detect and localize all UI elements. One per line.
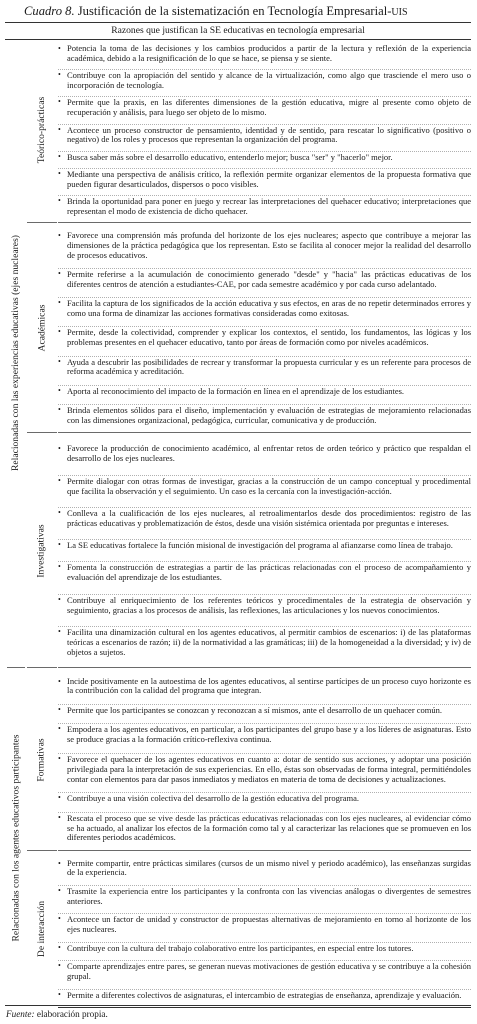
list-item: • Permite que los participantes se conozcan y reconozcan a sí mismos, ante el desarrollo de un quehacer común.	[58, 704, 471, 716]
list-item: • Acontece un proceso constructor de pensamiento, identidad y de sentido, para rescatar lo significativo (positivo o negativo) de los roles y procesos que representan la organización del programa.	[58, 124, 471, 145]
list-item: • Trasmite la experiencia entre los participantes y la confronta con las vivencias análogas o divergentes de semestres anteriores.	[58, 885, 471, 906]
list-item: • Permite, desde la colectividad, comprender y explicar los contextos, el sentido, los fundamentos, las lógicas y los problemas presentes en el quehacer educativo, tanto por áreas de formación como por niveles académicos.	[58, 327, 471, 348]
bullet-list	[58, 224, 471, 433]
bullet-list	[58, 434, 471, 668]
list-item: • Conlleva a la cualificación de los ejes nucleares, al retroalimentarlos desde dos procedimientos: registro de las prácticas educativas y problematización de éstos, desde una visión sistémica orientada por preguntas e intereses.	[58, 507, 471, 528]
list-item: • Permite referirse a la acumulación de conocimiento generado "desde" y "hacia" las prácticas educativas de los diferentes centros de atención a estudiantes-CAE, por cada semestre académico y por cada curso adelantado.	[58, 269, 471, 290]
section-investigativas	[58, 432, 471, 668]
bullet-icon: •	[58, 298, 61, 308]
section-label-interaccion-text: De interacción	[36, 900, 48, 958]
list-item: • Aporta al reconocimiento del impacto de la formación en línea en el aprendizaje de los estudiantes.	[58, 385, 471, 397]
caption-suffix: UIS	[391, 7, 408, 18]
bullet-icon: •	[58, 858, 61, 868]
bullet-icon: •	[58, 676, 61, 686]
bullet-icon: •	[58, 562, 61, 572]
list-item: • Mediante una perspectiva de análisis crítico, la reflexión permite organizar elementos de la propuesta formativa que pueden figurar desarticulados, dispersos o poco visibles.	[58, 168, 471, 189]
group-label-agentes	[7, 667, 25, 1007]
list-item: • Permite dialogar con otras formas de investigar, gracias a la construcción de un campo conceptual y procedimental que facilita la observación y el seguimiento. Un caso es la cercanía con la investigación-acción.	[58, 475, 471, 496]
group-label-experiencias-text: Relacionadas con las experiencias educativas (ejes nucleares)	[10, 234, 21, 471]
group-label-agentes-text: Relacionadas con los agentes educativos participantes	[10, 734, 21, 941]
bullet-icon: •	[58, 44, 61, 54]
section-interaccion	[58, 850, 471, 1008]
list-item: • Permite a diferentes colectivos de asignaturas, el intercambio de estrategias de enseñanza, aprendizaje y evaluación.	[58, 989, 471, 1001]
bullet-icon: •	[58, 885, 61, 895]
group-label-experiencias	[7, 38, 25, 667]
section-label-teorico-practicas	[27, 38, 57, 222]
bullet-icon: •	[58, 231, 61, 241]
section-label-interaccion	[27, 850, 57, 1007]
bullet-icon: •	[58, 793, 61, 803]
section-label-formativas-text: Formativas	[36, 737, 48, 782]
bullet-icon: •	[58, 356, 61, 366]
section-label-teorico-practicas-text: Teórico-prácticas	[36, 96, 48, 164]
bullet-icon: •	[58, 151, 61, 161]
list-item: • Contribuye con la cultura del trabajo colaborativo entre los participantes, en especial entre los tutores.	[58, 942, 471, 954]
bullet-icon: •	[58, 124, 61, 134]
section-label-academicas-text: Académicas	[36, 304, 48, 352]
bullet-icon: •	[58, 168, 61, 178]
bullet-list	[58, 852, 471, 1007]
list-item: • Contribuye a una visión colectiva del desarrollo de la gestión educativa del programa.	[58, 792, 471, 804]
source-text: elaboración propia.	[36, 1009, 108, 1019]
bullet-icon: •	[58, 540, 61, 550]
section-academicas	[58, 222, 471, 433]
list-item: • Contribuye con la apropiación del sentido y alcance de la virtualización, como algo que trasciende el mero uso o incorporación de tecnología.	[58, 70, 471, 91]
list-item: • Favorece una comprensión más profunda del horizonte de los ejes nucleares; aspecto que contribuye a mejorar las dimensiones de la práctica pedagógica que los representan. Esto se facilita al conocer mejor la realidad del desarrollo de procesos educativos.	[58, 230, 471, 261]
list-item: • Permite compartir, entre prácticas similares (cursos de un mismo nivel y periodo académico), las enseñanzas surgidas de la experiencia.	[58, 857, 471, 878]
bullet-icon: •	[58, 327, 61, 337]
bullet-icon: •	[58, 70, 61, 80]
list-item: • Contribuye al enriquecimiento de los referentes teóricos y procedimentales de la estrategia de observación y seguimiento, gracias a los procesos de análisis, las reflexiones, las articulaciones y los nuevos conocimientos.	[58, 594, 471, 615]
list-item: • Comparte aprendizajes entre pares, se generan nuevas motivaciones de gestión educativa y se contribuye a la cohesión grupal.	[58, 961, 471, 982]
list-item: • Brinda elementos sólidos para el diseño, implementación y evaluación de estrategias de mejoramiento relacionadas con las dimensiones organizacional, pedagógica, curricular, comunicativa y de producción.	[58, 404, 471, 425]
bullet-icon: •	[58, 404, 61, 414]
caption-title: Justificación de la sistematización en Tecnología Empresarial-	[77, 4, 392, 18]
bullet-list	[58, 669, 471, 851]
section-label-formativas	[27, 667, 57, 851]
list-item: • Favorece la producción de conocimiento académico, al enfrentar retos de orden teórico y práctico que respaldan el desarrollo de los ejes nucleares.	[58, 443, 471, 464]
bullet-icon: •	[58, 195, 61, 205]
bullet-icon: •	[58, 942, 61, 952]
bullet-icon: •	[58, 626, 61, 636]
bullet-list	[58, 39, 471, 222]
bullet-icon: •	[58, 704, 61, 714]
table-bottom-rule	[5, 1005, 471, 1006]
list-item: • Favorece el quehacer de los agentes educativos en cuanto a: dotar de sentido sus acciones, y adoptar una posición privilegiada para la interpretación de sus experiencias. En ello, éstas son observadas de forma integral, permitiéndoles contar con elementos para dar pasos inmediatos y mediatos en materia de toma de decisiones y actualizaciones.	[58, 753, 471, 784]
list-item: • Rescata el proceso que se vive desde las prácticas educativas relacionadas con los ejes nucleares, al evidenciar cómo se ha actuado, al analizar los efectos de la formación como tal y al caracterizar las relaciones que se promueven en los diferentes periodos académicos.	[58, 812, 471, 843]
justification-table	[5, 22, 471, 1006]
list-item: • Facilita una dinamización cultural en los agentes educativos, al permitir cambios de escenarios: i) de las plataformas teóricas a escenarios de razón; ii) de la normatividad a las gramáticas; iii) de la homogeneidad a la diversidad; y iv) de objetos a sujetos.	[58, 626, 471, 657]
section-label-investigativas-text: Investigativas	[36, 523, 48, 578]
list-item: • Busca saber más sobre el desarrollo educativo, entenderlo mejor; busca "ser" y "hacerlo" mejor.	[58, 151, 471, 163]
list-item: • Ayuda a descubrir las posibilidades de recrear y transformar la propuesta curricular y es un referente para procesos de reforma académica y acreditación.	[58, 356, 471, 377]
source-label: Fuente:	[6, 1009, 35, 1019]
list-item: • La SE educativas fortalece la función misional de investigación del programa al afianzarse como línea de trabajo.	[58, 539, 471, 551]
bullet-icon: •	[58, 475, 61, 485]
bullet-icon: •	[58, 507, 61, 517]
bullet-icon: •	[58, 914, 61, 924]
table-caption	[24, 2, 474, 22]
table-source	[6, 1008, 108, 1020]
bullet-icon: •	[58, 961, 61, 971]
list-item: • Potencia la toma de las decisiones y los cambios producidos a partir de la lectura y reflexión de la experiencia académica, debido a la resignificación de lo que se hace, se piensa y se siente.	[58, 43, 471, 64]
list-item: • Acontece un factor de unidad y constructor de propuestas alternativas de mejoramiento en torno al horizonte de los ejes nucleares.	[58, 914, 471, 935]
section-label-investigativas	[27, 432, 57, 668]
list-item: • Facilita la captura de los significados de la acción educativa y sus efectos, en aras de no repetir determinados errores y como una forma de dinamizar las acciones formativas consideradas como exitosas.	[58, 298, 471, 319]
bullet-icon: •	[58, 594, 61, 604]
bullet-icon: •	[58, 812, 61, 822]
list-item: • Incide positivamente en la autoestima de los agentes educativos, al sentirse partícipes de un proceso cuyo horizonte es la contribución con la calidad del programa que integran.	[58, 675, 471, 696]
section-formativas	[58, 667, 471, 851]
bullet-icon: •	[58, 385, 61, 395]
section-teorico-practicas	[58, 38, 471, 222]
bullet-icon: •	[58, 269, 61, 279]
section-label-academicas	[27, 222, 57, 433]
list-item: • Permite que la praxis, en las diferentes dimensiones de la gestión educativa, migre al presente como objeto de recuperación y análisis, para luego ser objeto de lo mismo.	[58, 97, 471, 118]
list-item: • Brinda la oportunidad para poner en juego y recrear las interpretaciones del quehacer educativo; interpretaciones que representan el modo de existencia de dicho quehacer.	[58, 195, 471, 216]
bullet-icon: •	[58, 444, 61, 454]
caption-number: Cuadro 8.	[24, 4, 75, 18]
bullet-icon: •	[58, 753, 61, 763]
list-item: • Fomenta la construcción de estrategias a partir de las prácticas relacionadas con el proceso de acompañamiento y evaluación del aprendizaje de los estudiantes.	[58, 562, 471, 583]
table-header-text: Razones que justifican la SE educativas en tecnología empresarial	[111, 25, 365, 36]
bullet-icon: •	[58, 724, 61, 734]
list-item: • Empodera a los agentes educativos, en particular, a los participantes del grupo base y a los líderes de asignaturas. Esto se produce gracias a la formación crítico-reflexiva continua.	[58, 724, 471, 745]
bullet-icon: •	[58, 989, 61, 999]
bullet-icon: •	[58, 97, 61, 107]
